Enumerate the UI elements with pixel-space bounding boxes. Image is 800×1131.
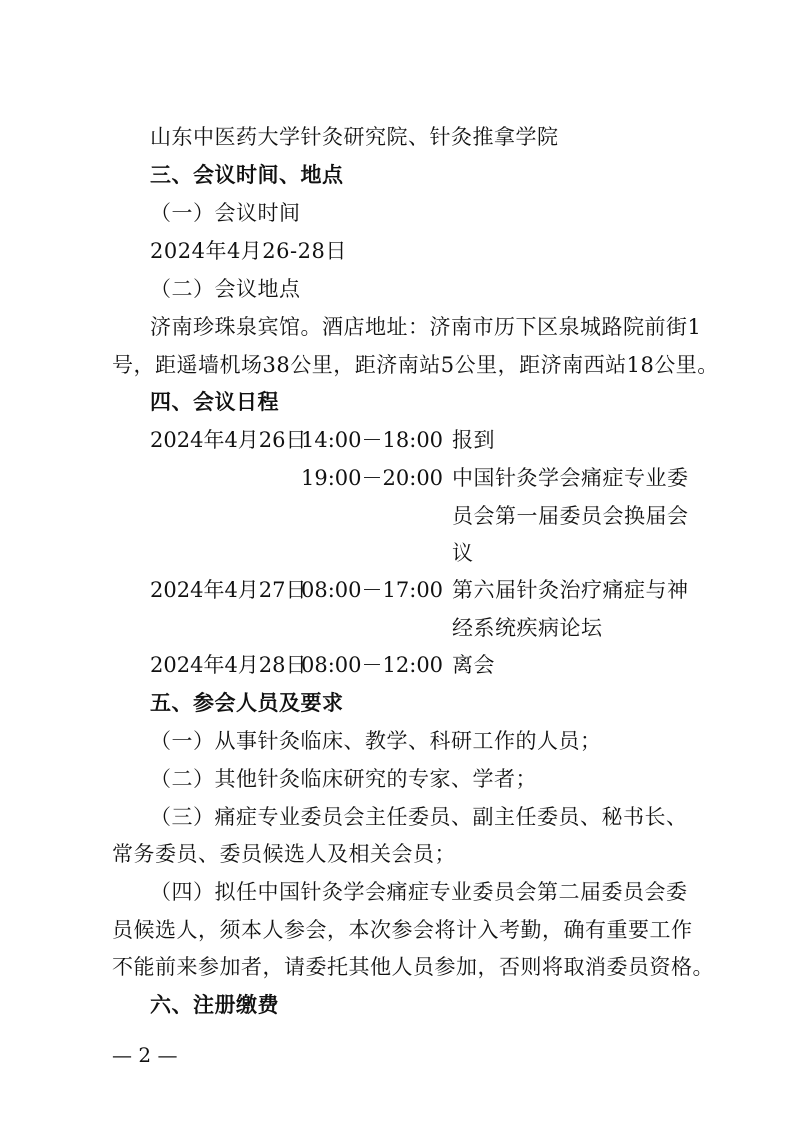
subheading-meeting-place: （二）会议地点	[150, 277, 301, 301]
schedule-item: 报到	[452, 428, 495, 452]
schedule-time: 08:00－12:00	[301, 653, 444, 677]
attendee-requirement-4-line-1: （四）拟任中国针灸学会痛症专业委员会第二届委员会委	[150, 880, 688, 904]
schedule-time: 14:00－18:00	[301, 428, 444, 452]
attendee-requirement-2: （二）其他针灸临床研究的专家、学者；	[150, 767, 537, 791]
schedule-item: 员会第一届委员会换届会	[452, 504, 689, 528]
organizer-line: 山东中医药大学针灸研究院、针灸推拿学院	[150, 125, 559, 149]
page-number: — 2 —	[112, 1043, 178, 1067]
attendee-requirement-4-line-3: 不能前来参加者，请委托其他人员参加，否则将取消委员资格。	[112, 955, 714, 979]
schedule-date: 2024年4月28日	[150, 653, 307, 677]
schedule-item: 议	[452, 541, 474, 565]
schedule-time: 08:00－17:00	[301, 578, 444, 602]
schedule-item: 离会	[452, 653, 495, 677]
schedule-item: 第六届针灸治疗痛症与神	[452, 578, 689, 602]
section-heading-time-place: 三、会议时间、地点	[150, 163, 344, 187]
venue-address-line-2: 号，距遥墙机场38公里，距济南站5公里，距济南西站18公里。	[112, 353, 719, 377]
section-heading-attendees: 五、参会人员及要求	[150, 691, 344, 715]
subheading-meeting-time: （一）会议时间	[150, 201, 301, 225]
schedule-time: 19:00－20:00	[301, 466, 444, 490]
schedule-item: 经系统疾病论坛	[452, 616, 603, 640]
schedule-date: 2024年4月27日	[150, 578, 307, 602]
schedule-date: 2024年4月26日	[150, 428, 307, 452]
section-heading-schedule: 四、会议日程	[150, 390, 279, 414]
attendee-requirement-4-line-2: 员候选人，须本人参会，本次参会将计入考勤，确有重要工作	[112, 918, 693, 942]
venue-address-line-1: 济南珍珠泉宾馆。酒店地址：济南市历下区泉城路院前街1	[150, 315, 702, 339]
attendee-requirement-3-line-2: 常务委员、委员候选人及相关会员；	[112, 842, 456, 866]
section-heading-registration: 六、注册缴费	[150, 993, 279, 1017]
schedule-item: 中国针灸学会痛症专业委	[452, 466, 689, 490]
meeting-dates: 2024年4月26-28日	[150, 239, 347, 263]
attendee-requirement-3-line-1: （三）痛症专业委员会主任委员、副主任委员、秘书长、	[150, 805, 688, 829]
attendee-requirement-1: （一）从事针灸临床、教学、科研工作的人员；	[150, 729, 602, 753]
